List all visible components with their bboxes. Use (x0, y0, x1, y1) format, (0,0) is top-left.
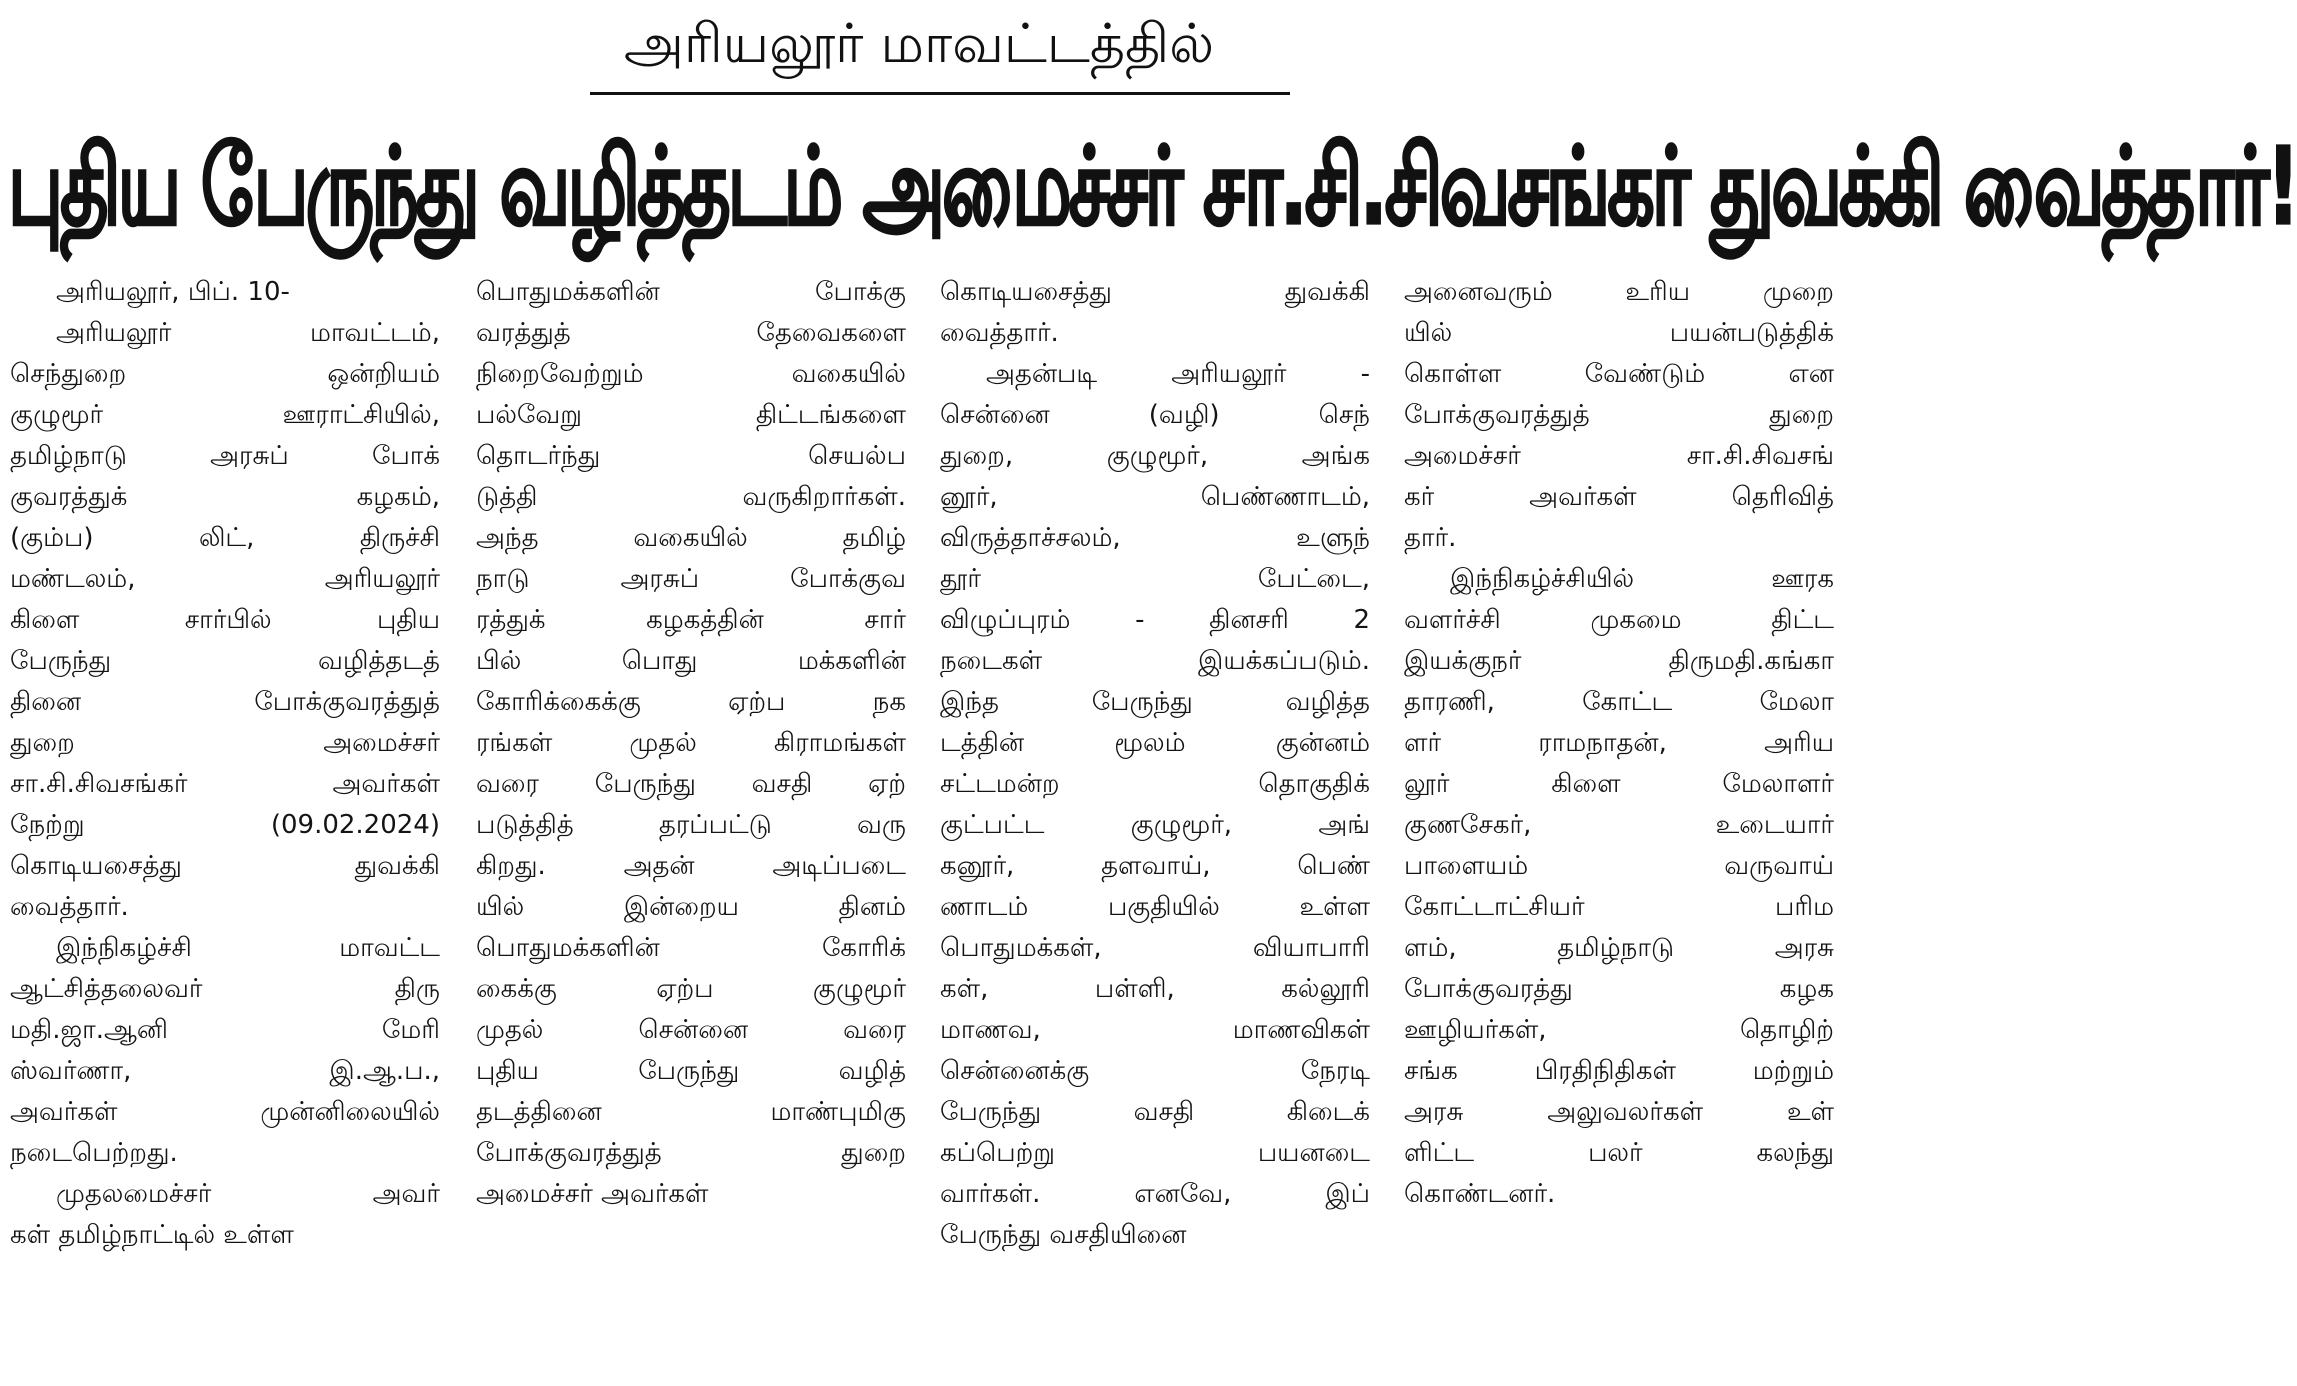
article-text-line: வளர்ச்சி முகமை திட்ட (1404, 605, 1834, 635)
article-text-line: சா.சி.சிவசங்கர் அவர்கள் (10, 769, 440, 799)
article-text-line: பல்வேறு திட்டங்களை (476, 400, 906, 430)
article-text-line: கள், பள்ளி, கல்லூரி (940, 974, 1370, 1004)
article-text-line: கொடியசைத்து துவக்கி (940, 277, 1370, 307)
article-text-line: கொள்ள வேண்டும் என (1404, 359, 1834, 389)
article-text-line: அனைவரும் உரிய முறை (1404, 277, 1834, 307)
article-text-line: கைக்கு ஏற்ப குழுமூர் (476, 974, 906, 1004)
article-text-line: கிறது. அதன் அடிப்படை (476, 851, 906, 881)
article-text-line: கோட்டாட்சியர் பரிம (1404, 892, 1834, 922)
article-text-line: இந்நிகழ்ச்சி மாவட்ட (56, 933, 440, 963)
article-text-line: அந்த வகையில் தமிழ் (476, 523, 906, 553)
article-text-line: அமைச்சர் அவர்கள் (476, 1179, 709, 1209)
article-text-line: லூர் கிளை மேலாளர் (1404, 769, 1834, 799)
article-text-line: விழுப்புரம் - தினசரி 2 (940, 605, 1370, 635)
kicker-container (0, 6, 1838, 84)
article-text-line: மதி.ஜா.ஆனி மேரி (10, 1015, 440, 1045)
dateline: அரியலூர், பிப். 10- (56, 277, 290, 307)
article-text-line: இந்த பேருந்து வழித்த (940, 687, 1370, 717)
article-text-line: குணசேகர், உடையார் (1404, 810, 1834, 840)
article-text-line: அரியலூர் மாவட்டம், (56, 318, 440, 348)
article-text-line: வார்கள். எனவே, இப் (940, 1179, 1370, 1209)
article-text-line: குவரத்துக் கழகம், (10, 482, 440, 512)
article-text-line: மாணவ, மாணவிகள் (940, 1015, 1370, 1045)
article-text-line: ளர் ராமநாதன், அரிய (1404, 728, 1834, 758)
article-text-line: யில் இன்றைய தினம் (476, 892, 906, 922)
article-text-line: னூர், பெண்ணாடம், (940, 482, 1370, 512)
article-text-line: அரசு அலுவலர்கள் உள் (1404, 1097, 1834, 1127)
article-text-line: ணாடம் பகுதியில் உள்ள (940, 892, 1370, 922)
article-text-line: ரங்கள் முதல் கிராமங்கள் (476, 728, 906, 758)
article-text-line: மண்டலம், அரியலூர் (10, 564, 440, 594)
article-text-line: பேருந்து வசதியினை (940, 1220, 1187, 1250)
article-text-line: பாளையம் வருவாய் (1404, 851, 1834, 881)
article-text-line: கொடியசைத்து துவக்கி (10, 851, 440, 881)
headline: புதிய பேருந்து வழித்தடம் அமைச்சர் சா.சி.சிவசங்கர் துவக்கி வைத்தார்! (8, 124, 2297, 250)
article-text-line: தூர் பேட்டை, (940, 564, 1370, 594)
article-text-line: தொடர்ந்து செயல்ப (476, 441, 906, 471)
article-text-line: கொண்டனர். (1404, 1179, 1556, 1209)
article-text-line: கப்பெற்று பயனடை (940, 1138, 1370, 1168)
article-text-line: துறை அமைச்சர் (10, 728, 440, 758)
article-text-line: தமிழ்நாடு அரசுப் போக் (10, 441, 440, 471)
article-text-line: படுத்தித் தரப்பட்டு வரு (476, 810, 906, 840)
article-text-line: சங்க பிரதிநிதிகள் மற்றும் (1404, 1056, 1834, 1086)
article-text-line: விருத்தாச்சலம், உளுந் (940, 523, 1370, 553)
article-text-line: போக்குவரத்துத் துறை (1404, 400, 1834, 430)
article-text-line: போக்குவரத்து கழக (1404, 974, 1834, 1004)
article-text-line: (கும்ப) லிட், திருச்சி (10, 523, 440, 553)
article-text-line: நாடு அரசுப் போக்குவ (476, 564, 906, 594)
article-text-line: ளிட்ட பலர் கலந்து (1404, 1138, 1834, 1168)
article-text-line: தாரணி, கோட்ட மேலா (1404, 687, 1834, 717)
article-text-line: ஊழியர்கள், தொழிற் (1404, 1015, 1834, 1045)
article-text-line: கிளை சார்பில் புதிய (10, 605, 440, 635)
article-text-line: அவர்கள் முன்னிலையில் (10, 1097, 440, 1127)
article-text-line: வரத்துத் தேவைகளை (476, 318, 906, 348)
article-text-line: சட்டமன்ற தொகுதிக் (940, 769, 1370, 799)
article-text-line: வைத்தார். (10, 892, 129, 922)
article-text-line: பேருந்து வழித்தடத் (10, 646, 440, 676)
article-text-line: குட்பட்ட குழுமூர், அங் (940, 810, 1370, 840)
article-text-line: கோரிக்கைக்கு ஏற்ப நக (476, 687, 906, 717)
article-text-line: புதிய பேருந்து வழித் (476, 1056, 906, 1086)
text-column-2 (476, 272, 906, 1382)
article-text-line: நடைகள் இயக்கப்படும். (940, 646, 1370, 676)
article-text-line: முதல் சென்னை வரை (476, 1015, 906, 1045)
article-text-line: டுத்தி வருகிறார்கள். (476, 482, 906, 512)
article-text-line: அமைச்சர் சா.சி.சிவசங் (1404, 441, 1834, 471)
article-text-line: ளம், தமிழ்நாடு அரசு (1404, 933, 1834, 963)
article-text-line: முதலமைச்சர் அவர் (56, 1179, 440, 1209)
article-text-line: பொதுமக்களின் போக்கு (476, 277, 906, 307)
article-text-line: இயக்குநர் திருமதி.கங்கா (1404, 646, 1834, 676)
article-text-line: டத்தின் மூலம் குன்னம் (940, 728, 1370, 758)
article-text-line: பொதுமக்களின் கோரிக் (476, 933, 906, 963)
article-text-line: கள் தமிழ்நாட்டில் உள்ள (10, 1220, 294, 1250)
article-text-line: தினை போக்குவரத்துத் (10, 687, 440, 717)
article-text-line: ரத்துக் கழகத்தின் சார் (476, 605, 906, 635)
article-text-line: பில் பொது மக்களின் (476, 646, 906, 676)
article-text-line: சென்னை (வழி) செந் (940, 400, 1370, 430)
article-text-line: சென்னைக்கு நேரடி (940, 1056, 1370, 1086)
article-body (0, 272, 1838, 1382)
article-text-line: தார். (1404, 523, 1457, 553)
article-text-line: போக்குவரத்துத் துறை (476, 1138, 906, 1168)
article-text-line: வைத்தார். (940, 318, 1059, 348)
text-column-4 (1404, 272, 1834, 1382)
article-text-line: நிறைவேற்றும் வகையில் (476, 359, 906, 389)
article-text-line: வரை பேருந்து வசதி ஏற் (476, 769, 906, 799)
article-text-line: கனூர், தளவாய், பெண் (940, 851, 1370, 881)
article-text-line: யில் பயன்படுத்திக் (1404, 318, 1834, 348)
article-text-line: ஸ்வர்ணா, இ.ஆ.ப., (10, 1056, 440, 1086)
text-column-3 (940, 272, 1370, 1382)
article-text-line: கர் அவர்கள் தெரிவித் (1404, 482, 1834, 512)
article-text-line: துறை, குழுமூர், அங்க (940, 441, 1370, 471)
article-text-line: ஆட்சித்தலைவர் திரு (10, 974, 440, 1004)
article-text-line: நேற்று (09.02.2024) (10, 810, 440, 840)
article-text-line: அதன்படி அரியலூர் - (986, 359, 1370, 389)
article-text-line: செந்துறை ஒன்றியம் (10, 359, 440, 389)
article-text-line: இந்நிகழ்ச்சியில் ஊரக (1450, 564, 1834, 594)
text-column-1 (10, 272, 440, 1382)
kicker-heading: அரியலூர் மாவட்டத்தில் (623, 12, 1215, 75)
article-text-line: தடத்தினை மாண்புமிகு (476, 1097, 906, 1127)
article-text-line: நடைபெற்றது. (10, 1138, 178, 1168)
article-text-line: பொதுமக்கள், வியாபாரி (940, 933, 1370, 963)
article-text-line: குழுமூர் ஊராட்சியில், (10, 400, 440, 430)
article-text-line: பேருந்து வசதி கிடைக் (940, 1097, 1370, 1127)
